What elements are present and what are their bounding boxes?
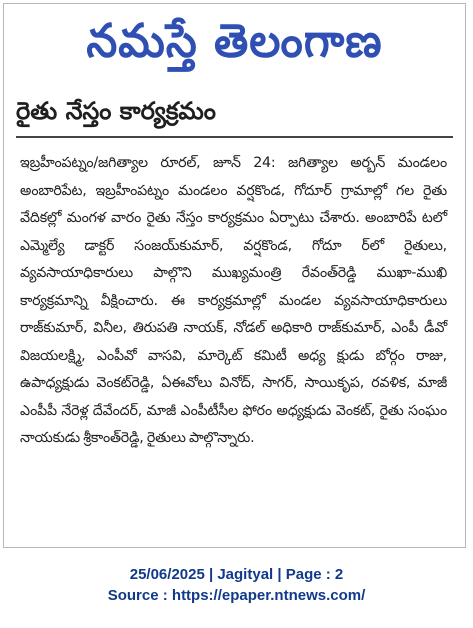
article-headline: రైతు నేస్తం కార్యక్రమం	[16, 97, 216, 125]
article-body: ఇబ్రహీంపట్నం/జగిత్యాల రూరల్, జూన్ 24: జగిత్యాల అర్బన్ మండలం అంబారిపేట, ఇబ్రహీంపట్నం మండలం వర్షకొండ, గోదూర్ గ్రామాల్లో గల రైతు వేదికల్లో మంగళ వారం రైతు నేస్తం కార్యక్రమం ఏర్పాటు చేశారు. అంబారిపే టలో ఎమ్మెల్యే డాక్టర్ సంజయ్‌కుమార్, వర్షకొండ, గోదూ ర్‌లో రైతులు, వ్యవసాయాధికారులు పాల్గొని ముఖ్యమంత్రి రేవంత్‌రెడ్డి ముఖా-ముఖి కార్యక్రమాన్ని వీక్షించారు. ఈ కార్యక్రమాల్లో మండల వ్యవసాయాధికారులు రాజ్‌కుమార్, వినీల, తిరుపతి నాయక్, నోడల్ అధికారి రాజ్‌కుమార్, ఎంపీ డీవో విజయలక్ష్మి, ఎంపీవో వాసవి, మార్కెట్ కమిటీ అధ్య క్షుడు బోర్గం రాజు, ఉపాధ్యక్షుడు వెంకట్‌రెడ్డి, ఏఈవోలు వినోద్, సాగర్, సాయికృప, రవళిక, మాజీ ఎంపీపీ నేరెళ్ల దేవేందర్, మాజీ ఎంపీటీసీల ఫోరం అధ్యక్షుడు వెంకట్, రైతు సంఘం నాయకుడు శ్రీకాంత్‌రెడ్డి, రైతులు పాల్గొన్నారు.	[20, 155, 447, 446]
newspaper-clipping	[3, 3, 466, 548]
newspaper-masthead: నమస్తే తెలంగాణ	[86, 14, 383, 69]
footer-date-line: 25/06/2025 | Jagityal | Page : 2	[129, 566, 344, 583]
headline-divider	[16, 136, 453, 138]
footer-source-line: Source : https://epaper.ntnews.com/	[107, 587, 366, 604]
